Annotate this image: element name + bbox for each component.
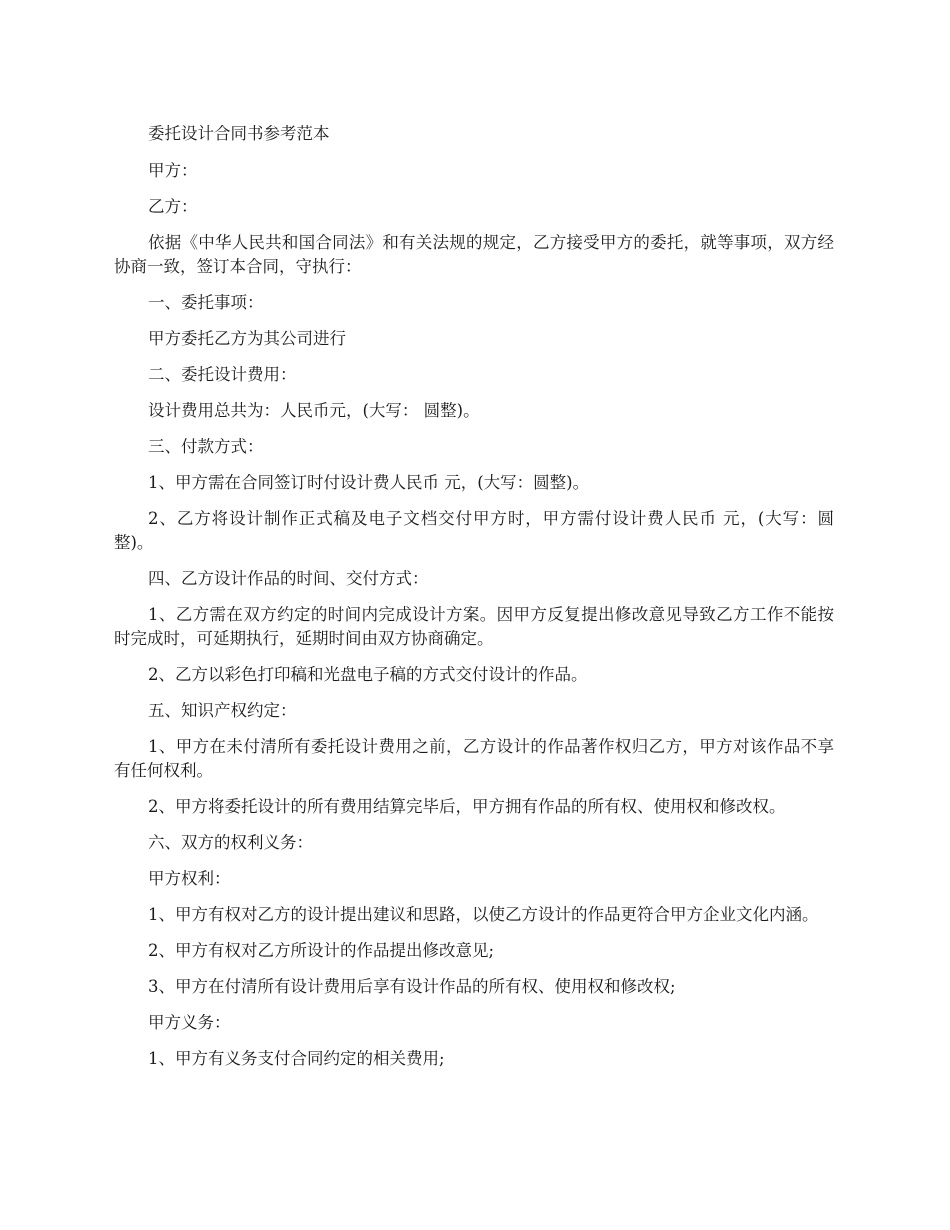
paragraph: 甲方委托乙方为其公司进行: [148, 329, 346, 348]
subheading-party-a-rights: 甲方权利：: [148, 869, 231, 888]
document-title: 委托设计合同书参考范本: [148, 124, 330, 143]
paragraph-party-b: 乙方：: [148, 197, 198, 216]
section-heading-5: 五、知识产权约定：: [148, 701, 297, 720]
paragraph-party-a: 甲方：: [148, 161, 198, 180]
paragraph: 1、甲方需在合同签订时付设计费人民币 元，(大写：圆整)。: [148, 473, 590, 492]
paragraph: 设计费用总共为：人民币元，(大写： 圆整)。: [148, 401, 480, 420]
paragraph: 1、甲方有权对乙方的设计提出建议和思路，以使乙方设计的作品更符合甲方企业文化内涵。: [148, 905, 819, 924]
paragraph: 3、甲方在付清所有设计费用后享有设计作品的所有权、使用权和修改权;: [148, 977, 676, 996]
paragraph: 1、甲方有义务支付合同约定的相关费用;: [148, 1049, 445, 1068]
section-heading-4: 四、乙方设计作品的时间、交付方式：: [148, 569, 429, 588]
paragraph: 1、乙方需在双方约定的时间内完成设计方案。因甲方反复提出修改意见导致乙方工作不能按时完成时，可延期执行，延期时间由双方协商确定。: [114, 605, 834, 648]
paragraph: 2、甲方将委托设计的所有费用结算完毕后，甲方拥有作品的所有权、使用权和修改权。: [148, 797, 786, 816]
paragraph: 1、甲方在未付清所有委托设计费用之前，乙方设计的作品著作权归乙方，甲方对该作品不享有任何权利。: [114, 737, 834, 780]
paragraph: 2、乙方以彩色打印稿和光盘电子稿的方式交付设计的作品。: [148, 665, 588, 684]
section-heading-1: 一、委托事项：: [148, 293, 264, 312]
subheading-party-a-obligations: 甲方义务：: [148, 1013, 231, 1032]
section-heading-6: 六、双方的权利义务：: [148, 833, 313, 852]
section-heading-2: 二、委托设计费用：: [148, 365, 297, 384]
paragraph-preamble: 依据《中华人民共和国合同法》和有关法规的规定，乙方接受甲方的委托，就等事项，双方经协商一致，签订本合同，守执行：: [114, 233, 834, 276]
paragraph: 2、乙方将设计制作正式稿及电子文档交付甲方时，甲方需付设计费人民币 元，(大写：圆整)。: [114, 509, 834, 552]
document-body: [114, 122, 834, 1083]
section-heading-3: 三、付款方式：: [148, 437, 264, 456]
paragraph: 2、甲方有权对乙方所设计的作品提出修改意见;: [148, 941, 495, 960]
